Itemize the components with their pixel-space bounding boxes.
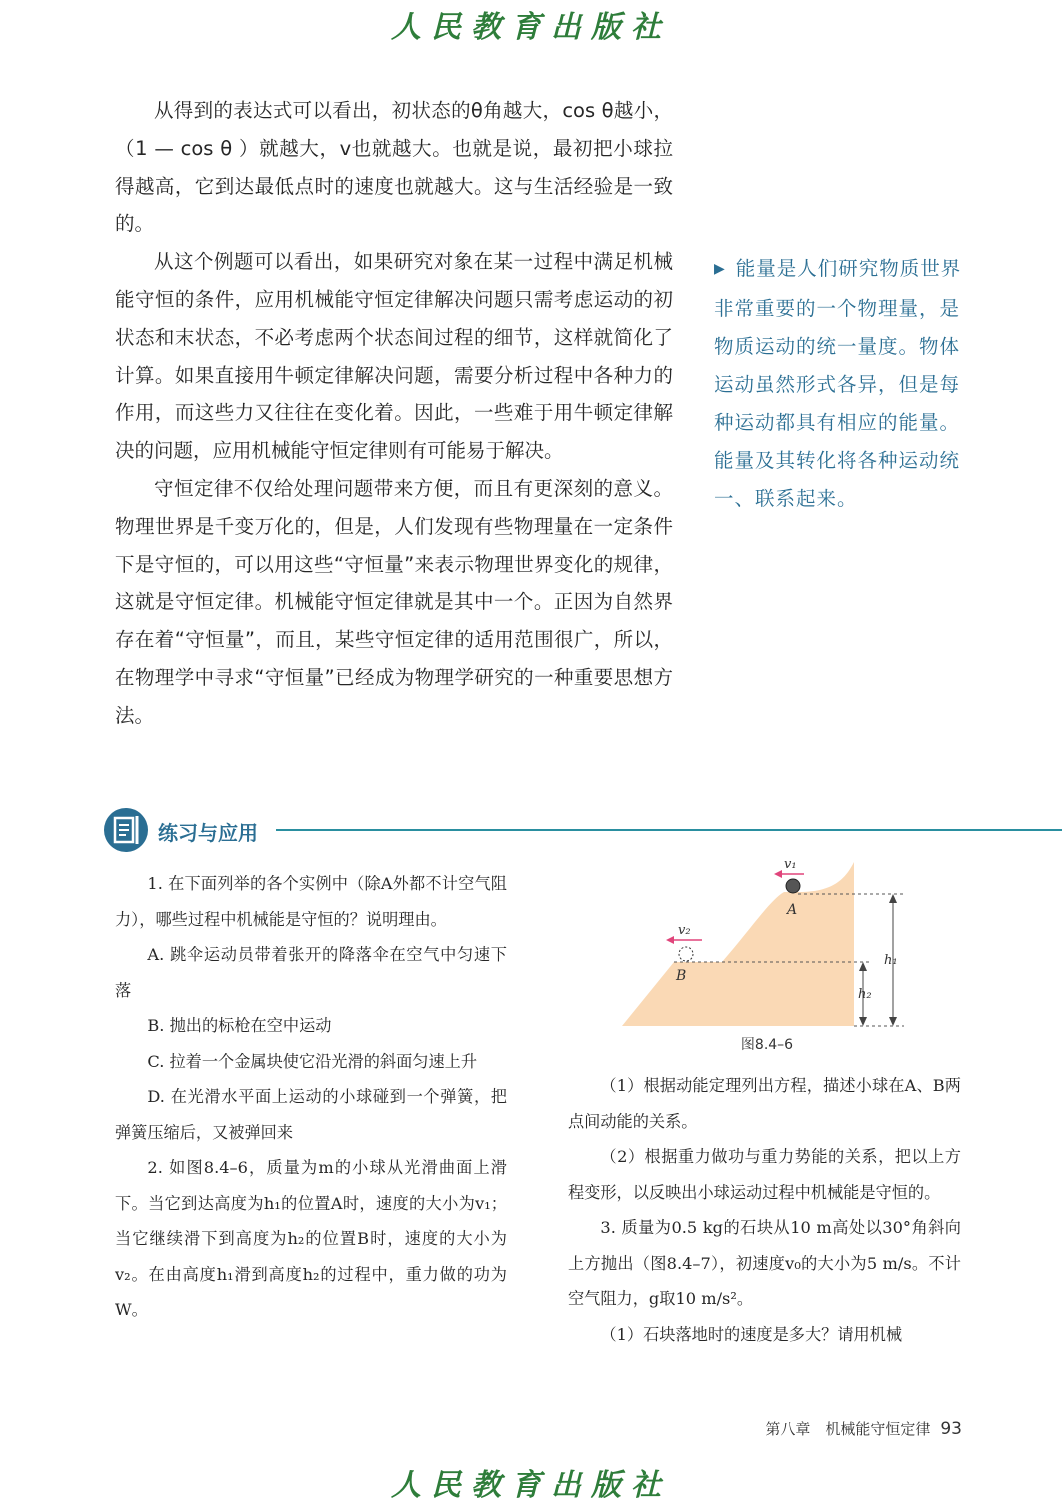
publisher-footer: 人民教育出版社 xyxy=(391,1468,671,1503)
figure-8-4-6 xyxy=(622,852,912,1037)
chapter-title: 第八章 机械能守恒定律 xyxy=(765,1420,931,1438)
curved-surface xyxy=(622,862,854,1026)
ball-at-a xyxy=(786,879,800,893)
exercises-right-column xyxy=(568,1068,961,1352)
section-title: 练习与应用 xyxy=(158,821,258,845)
question-3-part-1: （1）石块落地时的速度是多大？请用机械 xyxy=(600,1324,903,1344)
ball-at-b-outline xyxy=(679,947,693,961)
label-v1: v₁ xyxy=(784,857,797,872)
label-v2: v₂ xyxy=(678,923,691,938)
option-d: D. 在光滑水平面上运动的小球碰到一个弹簧，把弹簧压缩后，又被弹回来 xyxy=(115,1087,507,1142)
paragraph-3: 守恒定律不仅给处理问题带来方便，而且有更深刻的意义。物理世界是千变万化的，但是，人们发现有些物理量在一定条件下是守恒的，可以用这些“守恒量”来表示物理世界变化的规律，这就是守恒定律。机械能守恒定律就是其中一个。正因为自然界存在着“守恒量”，而且，某些守恒定律的适用范围很广，所以，在物理学中寻求“守恒量”已经成为物理学研究的一种重要思想方法。 xyxy=(115,476,673,727)
paragraph-1: 从得到的表达式可以看出，初状态的θ角越大，cos θ越小，（1 — cos θ ）就越大，v也就越大。也就是说，最初把小球拉得越高，它到达最低点时的速度也就越大。这与生活经验是一致的。 xyxy=(115,99,673,236)
label-b: B xyxy=(676,968,687,984)
side-note-text: 能量是人们研究物质世界非常重要的一个物理量，是物质运动的统一量度。物体运动虽然形式各异，但是每种运动都具有相应的能量。能量及其转化将各种运动统一、联系起来。 xyxy=(714,257,962,510)
side-note xyxy=(714,250,964,518)
question-3: 3. 质量为0.5 kg的石块从10 m高处以30°角斜向上方抛出（图8.4–7），初速度v₀的大小为5 m/s。不计空气阻力，g取10 m/s²。 xyxy=(568,1218,961,1308)
triangle-marker-icon: ▶ xyxy=(714,261,726,277)
main-body xyxy=(115,92,673,735)
exercises-left-column xyxy=(115,866,507,1328)
publisher-header: 人民教育出版社 xyxy=(391,10,671,45)
label-h1: h₁ xyxy=(884,953,898,968)
exercise-icon xyxy=(104,808,148,852)
page-footer xyxy=(765,1418,962,1439)
label-h2: h₂ xyxy=(858,987,872,1002)
section-divider xyxy=(276,829,1062,831)
question-2-part-1: （1）根据动能定理列出方程，描述小球在A、B两点间动能的关系。 xyxy=(568,1076,961,1131)
page-number: 93 xyxy=(940,1419,962,1439)
label-a: A xyxy=(787,902,798,918)
option-a: A. 跳伞运动员带着张开的降落伞在空气中匀速下落 xyxy=(115,945,507,1000)
option-b: B. 抛出的标枪在空中运动 xyxy=(147,1016,332,1035)
question-2-part-2: （2）根据重力做功与重力势能的关系，把以上方程变形，以反映出小球运动过程中机械能是守恒的。 xyxy=(568,1147,961,1202)
figure-caption: 图8.4–6 xyxy=(740,1037,794,1053)
paragraph-2: 从这个例题可以看出，如果研究对象在某一过程中满足机械能守恒的条件，应用机械能守恒定律解决问题只需考虑运动的初状态和末状态，不必考虑两个状态间过程的细节，这样就简化了计算。如果直接用牛顿定律解决问题，需要分析过程中各种力的作用，而这些力又往往在变化着。因此，一些难于用牛顿定律解决的问题，应用机械能守恒定律则有可能易于解决。 xyxy=(115,250,673,463)
question-2: 2. 如图8.4–6，质量为m的小球从光滑曲面上滑下。当它到达高度为h₁的位置A时，速度的大小为v₁；当它继续滑下到高度为h₂的位置B时，速度的大小为v₂。在由高度h₁滑到高度h₂的过程中，重力做的功为W。 xyxy=(115,1158,507,1319)
section-header xyxy=(104,808,1062,852)
option-c: C. 拉着一个金属块使它沿光滑的斜面匀速上升 xyxy=(147,1051,478,1071)
question-1: 1. 在下面列举的各个实例中（除A外都不计空气阻力），哪些过程中机械能是守恒的？说明理由。 xyxy=(115,874,507,929)
